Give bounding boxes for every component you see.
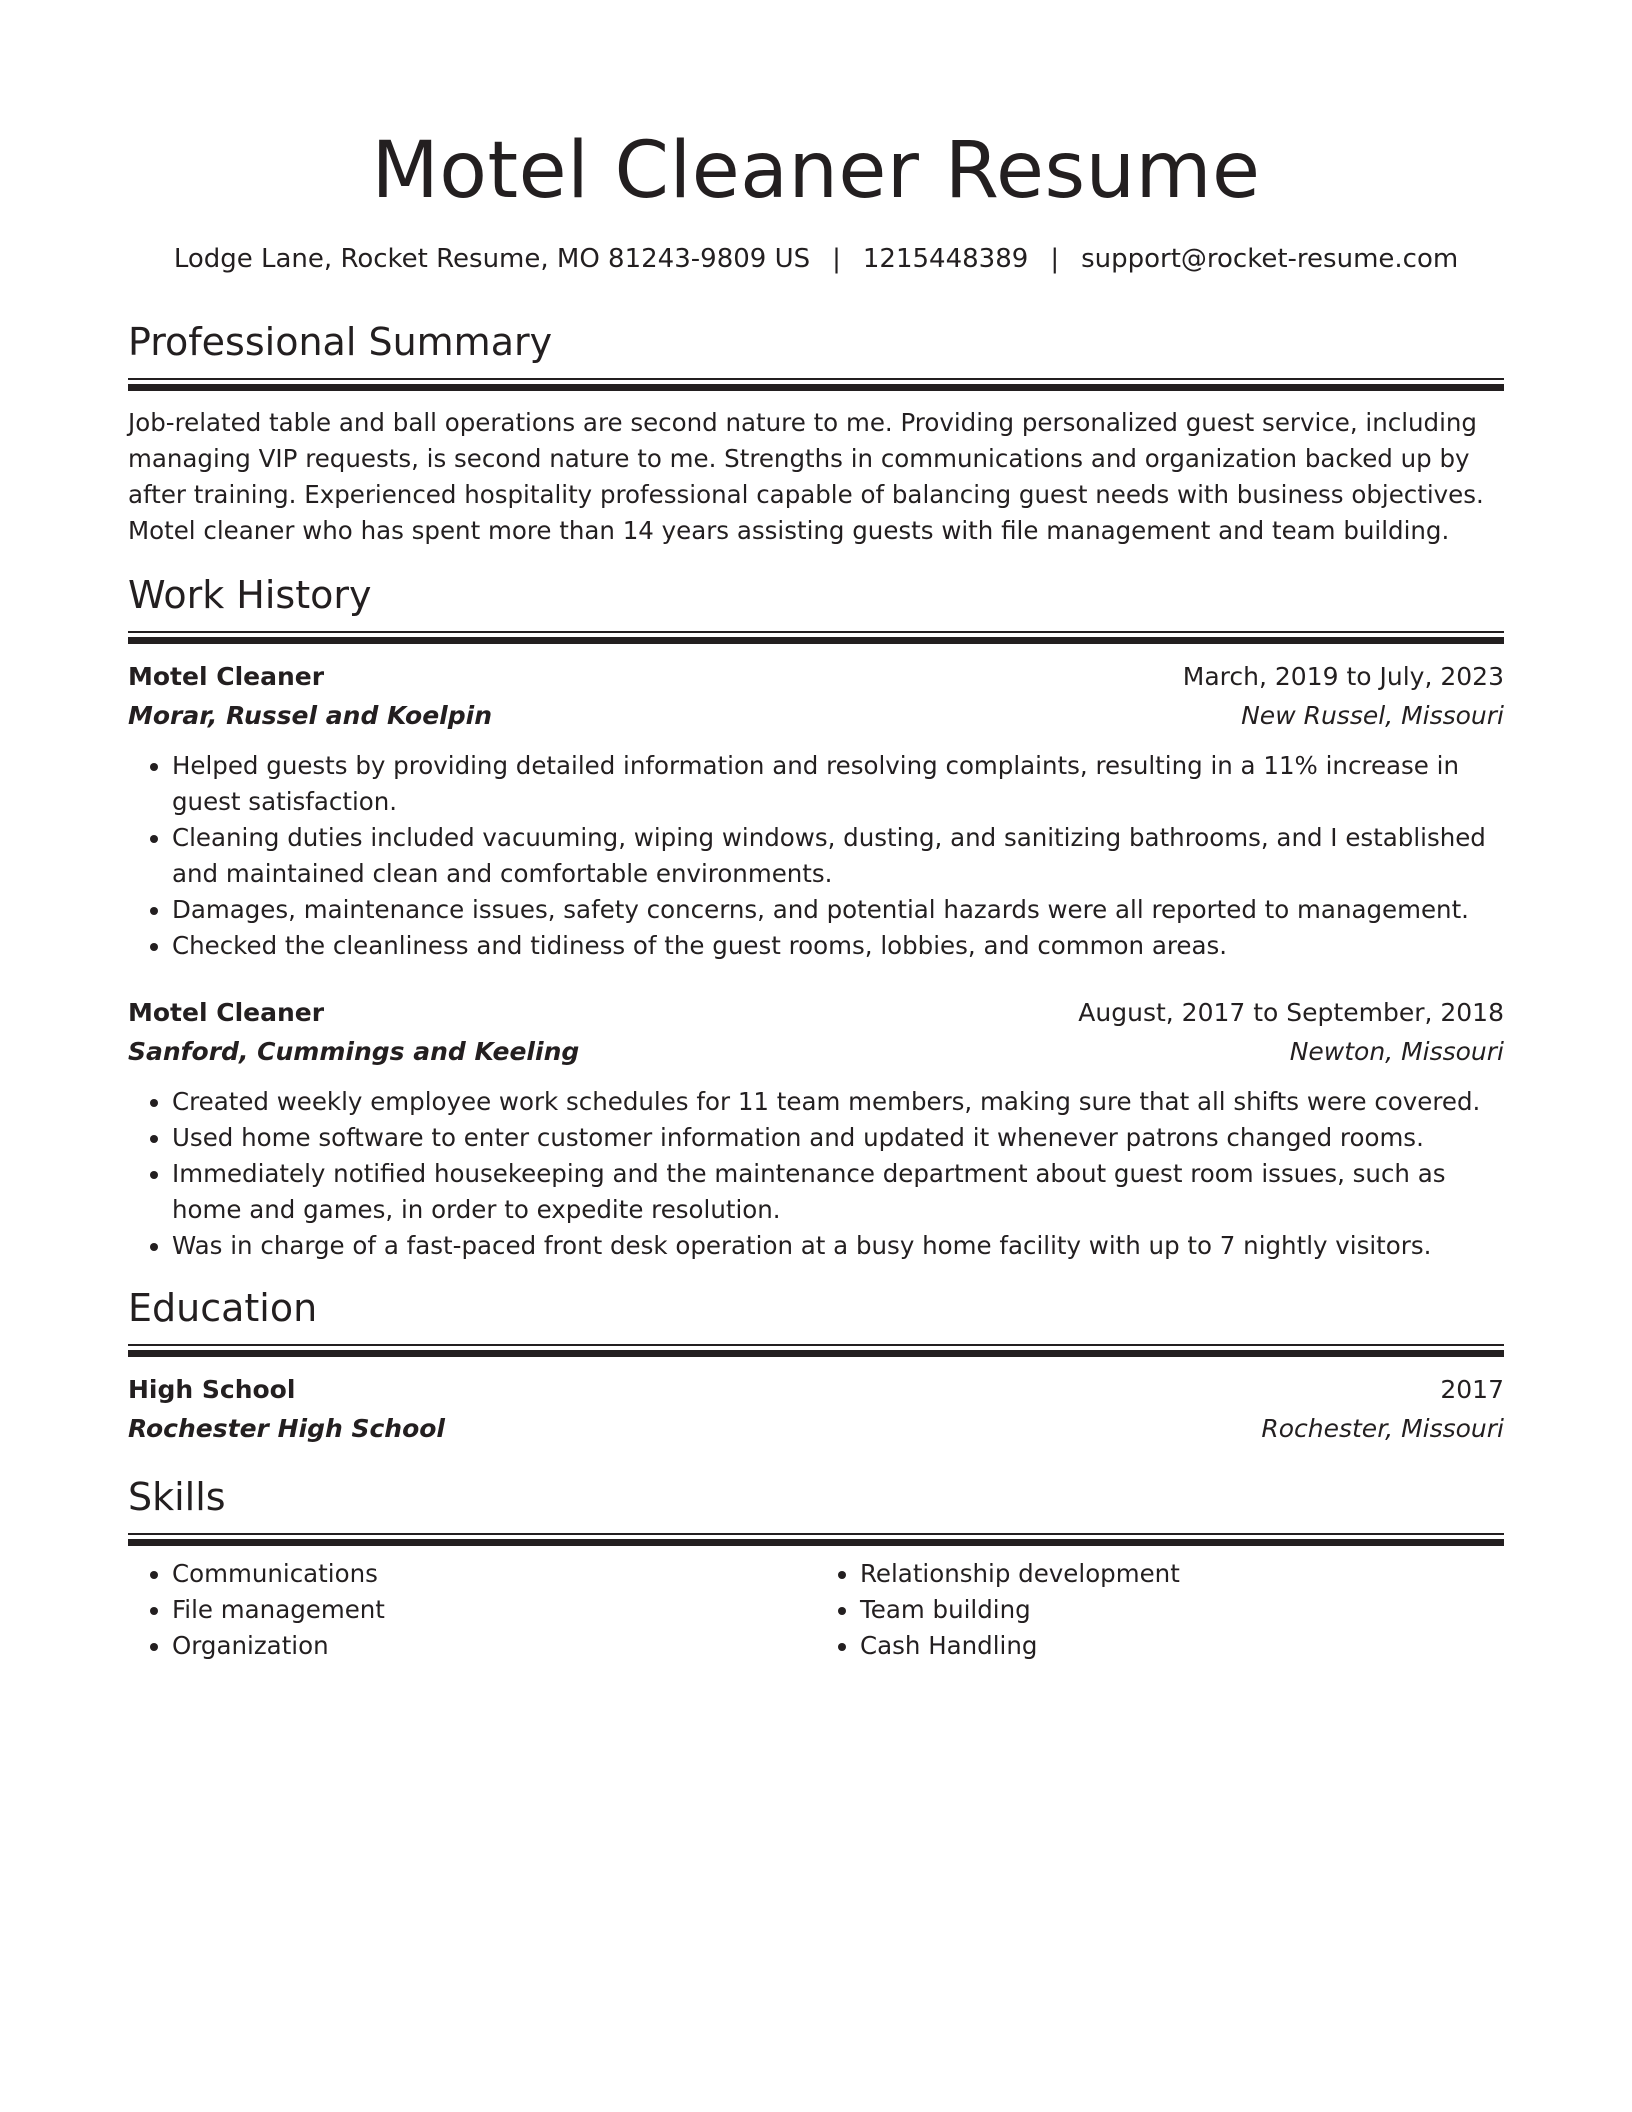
job-bullets: [128, 1084, 1504, 1264]
education-section: [128, 1284, 1504, 1449]
education-heading: Education: [128, 1286, 318, 1330]
skills-heading: Skills: [128, 1475, 226, 1519]
section-divider: [128, 378, 1504, 391]
contact-address: Lodge Lane, Rocket Resume, MO 81243-9809 US: [173, 244, 811, 274]
job-dates: March, 2019 to July, 2023: [1182, 662, 1504, 691]
job-location: New Russel, Missouri: [1241, 701, 1504, 730]
job-company: Morar, Russel and Koelpin: [128, 701, 493, 730]
contact-separator: |: [1050, 244, 1060, 274]
skills-columns: [128, 1556, 1504, 1664]
job-bullets: [128, 748, 1504, 964]
skill-item: • Team building: [860, 1592, 1504, 1628]
skill-item: • File management: [172, 1592, 816, 1628]
skill-item: • Cash Handling: [860, 1628, 1504, 1664]
job-bullet: • Was in charge of a fast-paced front desk operation at a busy home facility with up to 7 nightly visitors.: [172, 1228, 1504, 1264]
education-school: Rochester High School: [128, 1414, 446, 1443]
job-title: Motel Cleaner: [128, 998, 325, 1027]
skill-item: • Organization: [172, 1628, 816, 1664]
contact-line: [128, 242, 1504, 276]
job-location: Newton, Missouri: [1289, 1037, 1504, 1066]
work-history-heading: Work History: [128, 573, 372, 617]
job-bullet: • Checked the cleanliness and tidiness of the guest rooms, lobbies, and common areas.: [172, 928, 1504, 964]
skills-list-right: [816, 1556, 1504, 1664]
job-bullet: • Cleaning duties included vacuuming, wiping windows, dusting, and sanitizing bathrooms, and I established and maintained clean and comfortable environments.: [172, 820, 1504, 892]
section-divider: [128, 1344, 1504, 1357]
contact-separator: |: [832, 244, 841, 274]
job-entry: [128, 994, 1504, 1264]
skills-section: [128, 1473, 1504, 1664]
education-degree: High School: [128, 1375, 296, 1404]
job-entry: [128, 658, 1504, 964]
summary-heading: Professional Summary: [128, 320, 553, 364]
resume-page: [128, 0, 1504, 1664]
job-bullet: • Used home software to enter customer information and updated it whenever patrons changed rooms.: [172, 1120, 1504, 1156]
job-bullet: • Damages, maintenance issues, safety concerns, and potential hazards were all reported to management.: [172, 892, 1504, 928]
job-dates: August, 2017 to September, 2018: [1078, 998, 1504, 1027]
job-bullet: • Immediately notified housekeeping and the maintenance department about guest room issues, such as home and games, in order to expedite resolution.: [172, 1156, 1504, 1228]
job-title: Motel Cleaner: [128, 662, 325, 691]
job-company: Sanford, Cummings and Keeling: [128, 1037, 580, 1066]
section-divider: [128, 631, 1504, 644]
summary-text: Job-related table and ball operations are second nature to me. Providing personalized guest service, including managing VIP requests, is second nature to me. Strengths in communications and organization backed up by after training. Experienced hospitality professional capable of balancing guest needs with business objectives. Motel cleaner who has spent more than 14 years assisting guests with file management and team building.: [128, 408, 1484, 545]
education-location: Rochester, Missouri: [1261, 1414, 1504, 1443]
skill-item: • Communications: [172, 1556, 816, 1592]
contact-email[interactable]: support@rocket-resume.com: [1081, 244, 1459, 274]
work-history-section: [128, 571, 1504, 1264]
job-bullet: • Helped guests by providing detailed information and resolving complaints, resulting in a 11% increase in guest satisfaction.: [172, 748, 1504, 820]
summary-section: [128, 318, 1504, 549]
contact-phone: 1215448389: [862, 244, 1029, 274]
education-year: 2017: [1440, 1375, 1504, 1404]
skill-item: • Relationship development: [860, 1556, 1504, 1592]
resume-title: Motel Cleaner Resume: [371, 126, 1261, 216]
skills-list-left: [128, 1556, 816, 1664]
job-bullet: • Created weekly employee work schedules for 11 team members, making sure that all shifts were covered.: [172, 1084, 1504, 1120]
section-divider: [128, 1533, 1504, 1546]
